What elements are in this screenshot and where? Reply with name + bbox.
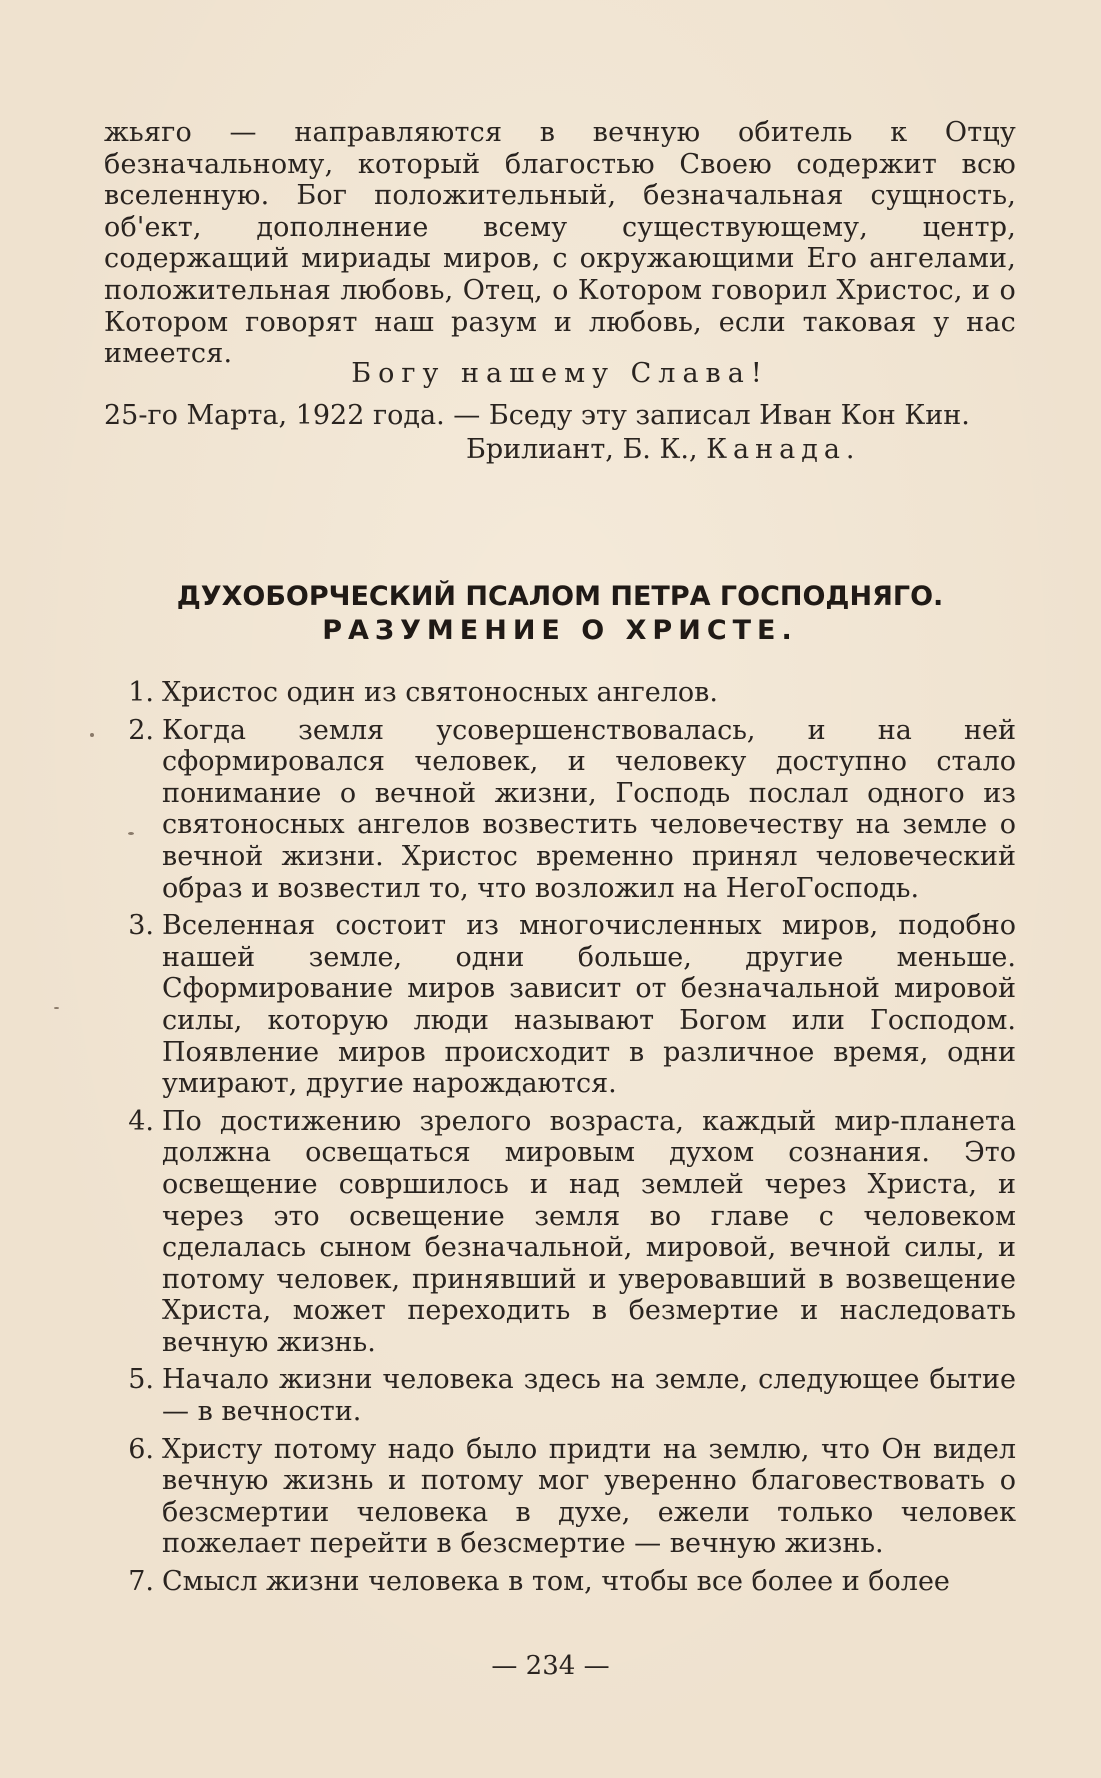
item-text: Христу потому надо было придти на землю, что Он видел вечную жизнь и потому мог уверенно благовествовать о безсмертии человека в духе, ежели только человек пожелает перейти в безсмертие — вечную жизнь. bbox=[162, 1433, 1016, 1560]
list-item bbox=[104, 1566, 1016, 1598]
date-signature-line: 25-го Марта, 1922 года. — Бседу эту записал Иван Кон Кин. bbox=[104, 400, 970, 431]
item-number: 5. bbox=[128, 1364, 154, 1396]
item-text: Вселенная состоит из многочисленных миров, подобно нашей земле, одни больше, другие меньше. Сформирование миров зависит от безначальной мировой силы, которую люди называют Богом или Господом. Появление миров происходит в различное время, одни умирают, другие нарождаются. bbox=[162, 910, 1016, 1100]
item-text: Смысл жизни человека в том, чтобы все более и более bbox=[162, 1566, 950, 1598]
psalm-list bbox=[104, 677, 1016, 1604]
place-country: Канада. bbox=[706, 434, 861, 465]
list-item bbox=[104, 910, 1016, 1100]
psalm-heading-subtitle: РАЗУМЕНИЕ О ХРИСТЕ. bbox=[322, 615, 798, 646]
item-text: Начало жизни человека здесь на земле, следующее бытие — в вечности. bbox=[162, 1364, 1016, 1428]
item-text: По достижению зрелого возраста, каждый мир-планета должна освещаться мировым духом сознания. Это освещение совршилось и над землей через Христа, и через это освещение земля во главе с человеком сделалась сыном безначальной, мировой, вечной силы, и потому человек, принявший и уверовавший в возвещение Христа, может переходить в безмертие и наследовать вечную жизнь. bbox=[162, 1105, 1016, 1358]
place-prefix: Брилиант, Б. К., bbox=[466, 434, 698, 465]
list-item bbox=[104, 715, 1016, 905]
psalm-heading-title: ДУХОБОРЧЕСКИЙ ПСАЛОМ ПЕТРА ГОСПОДНЯГО. bbox=[176, 581, 944, 612]
list-item bbox=[104, 1106, 1016, 1359]
item-number: 4. bbox=[128, 1105, 154, 1137]
intro-paragraph: жьяго — направляются в вечную обитель к Отцу безначальному, который благостью Своею содержит всю вселенную. Бог положительный, безначальная сущность, об'ект, дополнение всему существующему, центр, содержащий мириады миров, с окружающими Его ангелами, положительная любовь, Отец, о Котором говорил Христос, и о Котором говорят наш разум и любовь, если таковая у нас имеется. bbox=[104, 117, 1016, 370]
item-number: 3. bbox=[128, 910, 154, 942]
item-number: 1. bbox=[128, 677, 154, 708]
psalm-heading bbox=[104, 580, 1016, 648]
list-item bbox=[104, 1364, 1016, 1427]
item-number: 7. bbox=[128, 1566, 154, 1598]
list-item bbox=[104, 677, 1016, 709]
item-text: Когда земля усовершенствовалась, и на ней сформировался человек, и человеку доступно стало понимание о вечной жизни, Господь послал одного из святоносных ангелов возвестить человечеству на земле о вечной жизни. Христос временно принял человеческий образ и возвестил то, что возложил на НегоГосподь. bbox=[162, 714, 1016, 904]
place-line bbox=[466, 434, 861, 465]
list-item bbox=[104, 1434, 1016, 1560]
paper-speck bbox=[90, 733, 94, 737]
page-number: — 234 — bbox=[491, 1651, 610, 1681]
paper-speck bbox=[128, 832, 134, 835]
item-text: Христос один из святоносных ангелов. bbox=[162, 677, 718, 708]
glory-line: Богу нашему Слава! bbox=[351, 358, 769, 389]
item-number: 6. bbox=[128, 1433, 154, 1465]
item-number: 2. bbox=[128, 714, 154, 746]
paper-speck bbox=[54, 1007, 59, 1009]
